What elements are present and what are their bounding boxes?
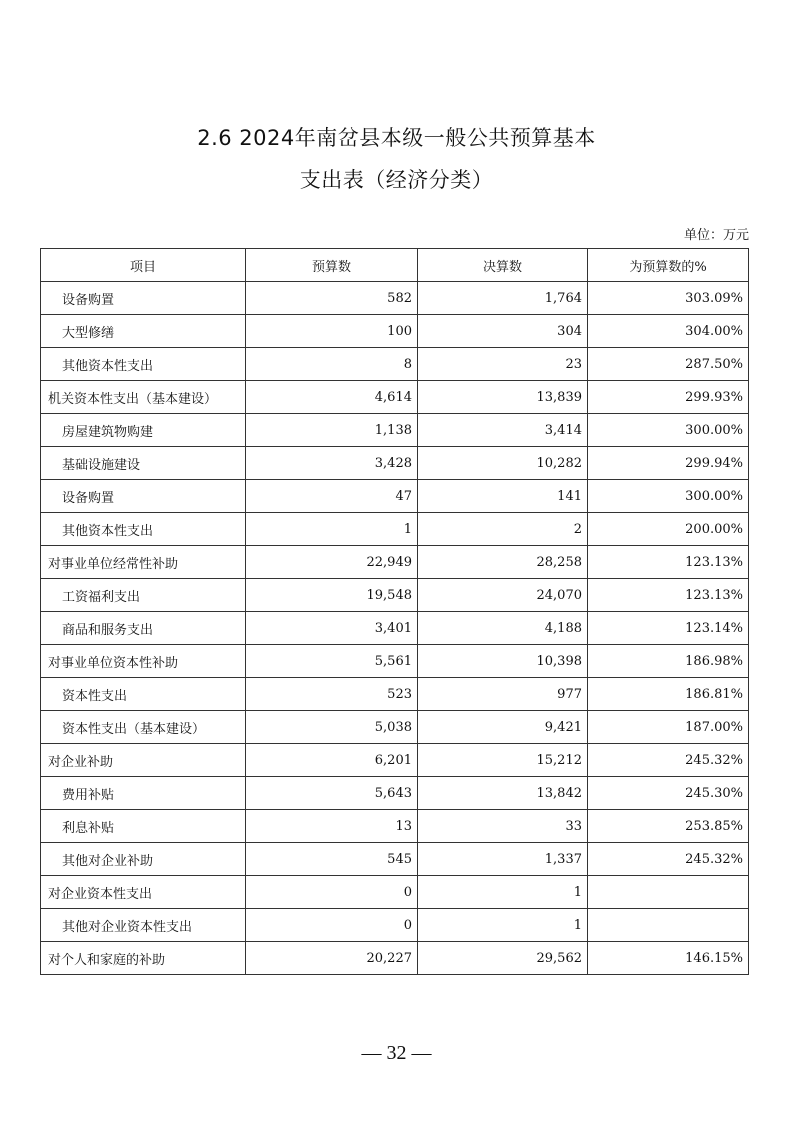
row-final-value: 24,070 [418,579,588,612]
row-final-value: 2 [418,513,588,546]
row-percent-value: 303.09% [588,282,749,315]
table-row [41,744,749,777]
row-percent-value: 299.93% [588,381,749,414]
column-header-item: 项目 [41,249,246,282]
row-item-name: 其他对企业资本性支出 [41,909,246,942]
table-row [41,876,749,909]
row-item-name: 费用补贴 [41,777,246,810]
row-budget-value: 22,949 [246,546,418,579]
row-item-name: 其他对企业补助 [41,843,246,876]
row-item-name: 其他资本性支出 [41,513,246,546]
row-percent-value: 123.14% [588,612,749,645]
row-percent-value: 245.30% [588,777,749,810]
row-percent-value: 287.50% [588,348,749,381]
row-budget-value: 6,201 [246,744,418,777]
row-percent-value: 200.00% [588,513,749,546]
row-final-value: 29,562 [418,942,588,975]
row-item-name: 大型修缮 [41,315,246,348]
table-row [41,546,749,579]
row-budget-value: 47 [246,480,418,513]
row-budget-value: 20,227 [246,942,418,975]
row-budget-value: 8 [246,348,418,381]
row-item-name: 对企业补助 [41,744,246,777]
table-row [41,381,749,414]
row-final-value: 9,421 [418,711,588,744]
table-row [41,414,749,447]
row-percent-value: 245.32% [588,843,749,876]
row-final-value: 304 [418,315,588,348]
row-final-value: 33 [418,810,588,843]
row-budget-value: 0 [246,876,418,909]
table-row [41,612,749,645]
row-final-value: 23 [418,348,588,381]
table-row [41,711,749,744]
row-budget-value: 1,138 [246,414,418,447]
row-final-value: 15,212 [418,744,588,777]
table-row [41,579,749,612]
table-row [41,843,749,876]
row-percent-value: 146.15% [588,942,749,975]
page-number: — 32 — [361,1042,432,1064]
row-item-name: 机关资本性支出（基本建设） [41,381,246,414]
page-title-line-2: 支出表（经济分类） [299,168,494,192]
row-percent-value: 304.00% [588,315,749,348]
row-final-value: 13,842 [418,777,588,810]
row-item-name: 其他资本性支出 [41,348,246,381]
row-item-name: 对事业单位资本性补助 [41,645,246,678]
row-percent-value [588,876,749,909]
row-final-value: 1 [418,876,588,909]
row-final-value: 28,258 [418,546,588,579]
row-percent-value: 187.00% [588,711,749,744]
row-item-name: 房屋建筑物购建 [41,414,246,447]
row-budget-value: 582 [246,282,418,315]
row-item-name: 商品和服务支出 [41,612,246,645]
row-item-name: 对企业资本性支出 [41,876,246,909]
unit-label: 单位：万元 [683,228,749,243]
row-percent-value: 299.94% [588,447,749,480]
row-final-value: 10,398 [418,645,588,678]
column-header-percent: 为预算数的% [588,249,749,282]
table-header-row [41,249,749,282]
row-budget-value: 523 [246,678,418,711]
row-budget-value: 3,401 [246,612,418,645]
table-row [41,942,749,975]
table-row [41,777,749,810]
row-final-value: 3,414 [418,414,588,447]
row-item-name: 对个人和家庭的补助 [41,942,246,975]
row-final-value: 13,839 [418,381,588,414]
row-budget-value: 13 [246,810,418,843]
row-item-name: 利息补贴 [41,810,246,843]
table-row [41,645,749,678]
page-title-line-1: 2.6 2024年南岔县本级一般公共预算基本 [197,126,596,150]
row-item-name: 对事业单位经常性补助 [41,546,246,579]
row-final-value: 977 [418,678,588,711]
row-percent-value: 253.85% [588,810,749,843]
budget-table [40,248,749,975]
table-row [41,810,749,843]
row-item-name: 资本性支出（基本建设） [41,711,246,744]
row-final-value: 1 [418,909,588,942]
row-budget-value: 100 [246,315,418,348]
row-percent-value: 300.00% [588,414,749,447]
table-row [41,678,749,711]
row-percent-value: 123.13% [588,546,749,579]
table-row [41,315,749,348]
row-item-name: 资本性支出 [41,678,246,711]
column-header-final: 决算数 [418,249,588,282]
row-budget-value: 5,643 [246,777,418,810]
row-final-value: 1,764 [418,282,588,315]
row-item-name: 工资福利支出 [41,579,246,612]
table-body [41,282,749,975]
row-percent-value: 300.00% [588,480,749,513]
row-final-value: 10,282 [418,447,588,480]
row-item-name: 设备购置 [41,480,246,513]
row-budget-value: 4,614 [246,381,418,414]
table-row [41,282,749,315]
row-item-name: 设备购置 [41,282,246,315]
table-row [41,348,749,381]
row-budget-value: 3,428 [246,447,418,480]
row-percent-value: 186.98% [588,645,749,678]
row-item-name: 基础设施建设 [41,447,246,480]
row-budget-value: 545 [246,843,418,876]
row-budget-value: 19,548 [246,579,418,612]
row-budget-value: 0 [246,909,418,942]
table-row [41,513,749,546]
table-row [41,480,749,513]
row-final-value: 141 [418,480,588,513]
row-percent-value: 186.81% [588,678,749,711]
row-budget-value: 1 [246,513,418,546]
column-header-budget: 预算数 [246,249,418,282]
row-final-value: 4,188 [418,612,588,645]
row-percent-value: 123.13% [588,579,749,612]
table-row [41,909,749,942]
row-percent-value: 245.32% [588,744,749,777]
row-percent-value [588,909,749,942]
row-final-value: 1,337 [418,843,588,876]
table-row [41,447,749,480]
row-budget-value: 5,038 [246,711,418,744]
row-budget-value: 5,561 [246,645,418,678]
